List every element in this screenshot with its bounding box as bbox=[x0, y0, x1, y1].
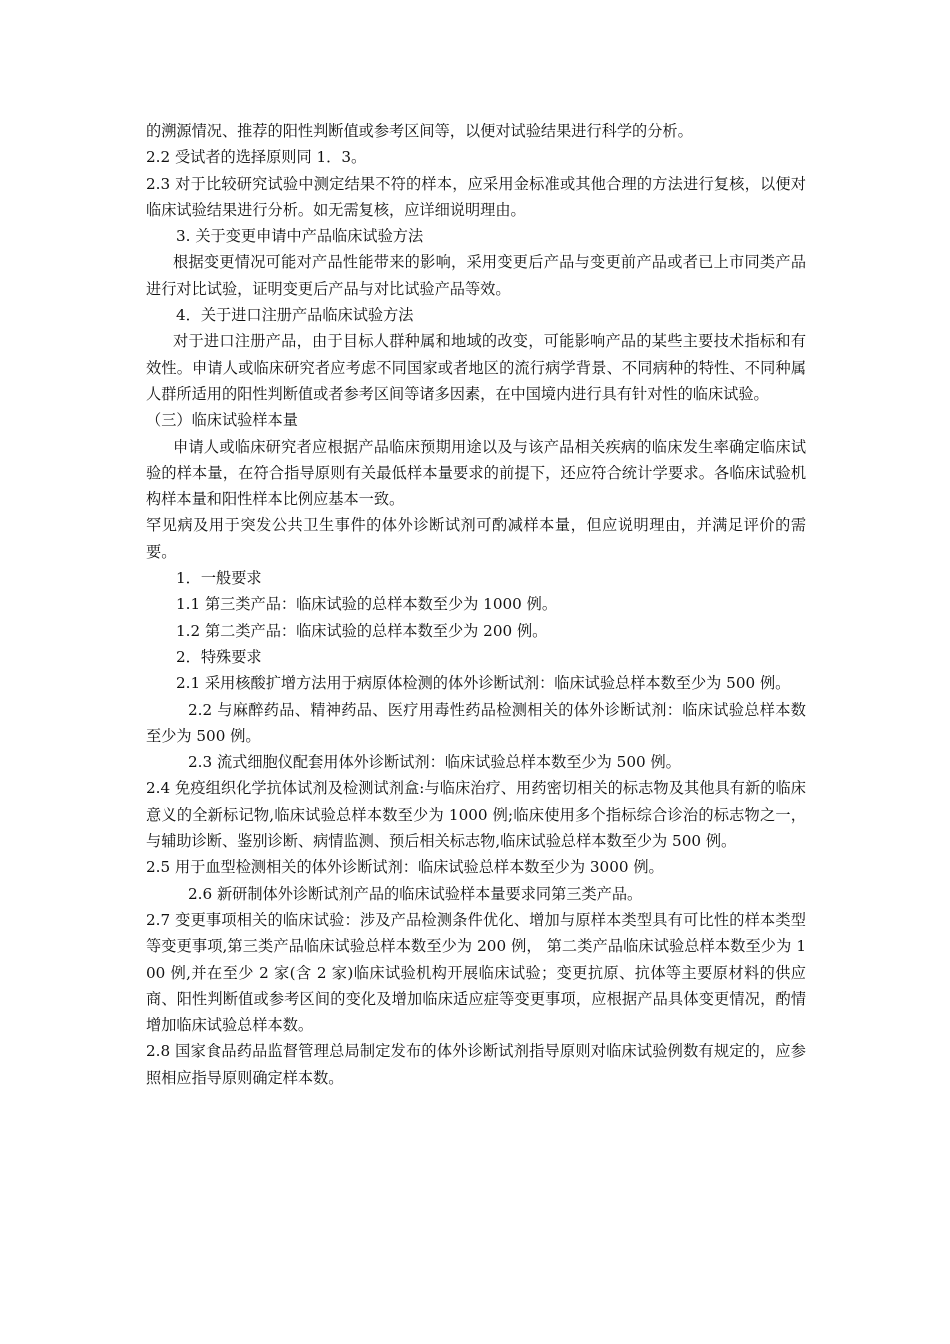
paragraph-2-6: 2.6 新研制体外诊断试剂产品的临床试验样本量要求同第三类产品。 bbox=[188, 884, 643, 903]
paragraph-rare-disease: 罕见病及用于突发公共卫生事件的体外诊断试剂可酌减样本量，但应说明理由，并满足评价的需要。 bbox=[146, 516, 806, 561]
paragraph-1-2: 1.2 第二类产品：临床试验的总样本数至少为 200 例。 bbox=[176, 621, 548, 640]
paragraph-2-3-special: 2.3 流式细胞仪配套用体外诊断试剂：临床试验总样本数至少为 500 例。 bbox=[188, 753, 681, 772]
paragraph-2-5: 2.5 用于血型检测相关的体外诊断试剂：临床试验总样本数至少为 3000 例。 bbox=[146, 858, 664, 877]
document-page bbox=[146, 118, 806, 1091]
paragraph-2-3: 2.3 对于比较研究试验中测定结果不符的样本，应采用金标准或其他合理的方法进行复核，以便对临床试验结果进行分析。如无需复核，应详细说明理由。 bbox=[146, 174, 806, 219]
paragraph-sample-size: 申请人或临床研究者应根据产品临床预期用途以及与该产品相关疾病的临床发生率确定临床试验的样本量，在符合指导原则有关最低样本量要求的前提下，还应符合统计学要求。各临床试验机构样本量和阳性样本比例应基本一致。 bbox=[146, 437, 806, 509]
heading-change-application: 3. 关于变更申请中产品临床试验方法 bbox=[176, 227, 424, 246]
heading-import-registration: 4．关于进口注册产品临床试验方法 bbox=[176, 306, 414, 325]
heading-special-requirements: 2．特殊要求 bbox=[176, 647, 262, 666]
paragraph-traceability: 的溯源情况、推荐的阳性判断值或参考区间等，以便对试验结果进行科学的分析。 bbox=[146, 122, 693, 140]
paragraph-1-1: 1.1 第三类产品：临床试验的总样本数至少为 1000 例。 bbox=[176, 595, 558, 614]
paragraph-2-2-special: 2.2 与麻醉药品、精神药品、医疗用毒性药品检测相关的体外诊断试剂：临床试验总样本数至少为 500 例。 bbox=[146, 700, 806, 745]
heading-general-requirements: 1．一般要求 bbox=[176, 569, 262, 588]
paragraph-2-4: 2.4 免疫组织化学抗体试剂及检测试剂盒:与临床治疗、用药密切相关的标志物及其他具有新的临床意义的全新标记物,临床试验总样本数至少为 1000 例;临床使用多个指标综合诊治的标志物之一，与辅助诊断、鉴别诊断、病情监测、预后相关标志物,临床试验总样本数至少为 500 例。 bbox=[146, 779, 806, 851]
paragraph-import-registration: 对于进口注册产品，由于目标人群种属和地域的改变，可能影响产品的某些主要技术指标和有效性。申请人或临床研究者应考虑不同国家或者地区的流行病学背景、不同病种的特性、不同种属人群所适用的阳性判断值或者参考区间等诸多因素，在中国境内进行具有针对性的临床试验。 bbox=[146, 332, 806, 403]
section-heading-sample-size: （三）临床试验样本量 bbox=[146, 411, 298, 430]
paragraph-2-1: 2.1 采用核酸扩增方法用于病原体检测的体外诊断试剂：临床试验总样本数至少为 500 例。 bbox=[176, 674, 791, 693]
paragraph-2-2: 2.2 受试者的选择原则同 1．3。 bbox=[146, 148, 367, 167]
paragraph-2-7: 2.7 变更事项相关的临床试验：涉及产品检测条件优化、增加与原样本类型具有可比性的样本类型等变更事项,第三类产品临床试验总样本数至少为 200 例， 第二类产品临床试验总样本数至少为 100 例,并在至少 2 家(含 2 家)临床试验机构开展临床试验；变更抗原、抗体等主要原材料的供应商、阳性判断值或参考区间的变化及增加临床适应症等变更事项，应根据产品具体变更情况，酌情增加临床试验总样本数。 bbox=[146, 910, 806, 1035]
paragraph-change-application: 根据变更情况可能对产品性能带来的影响，采用变更后产品与变更前产品或者已上市同类产品进行对比试验，证明变更后产品与对比试验产品等效。 bbox=[146, 253, 806, 298]
paragraph-2-8: 2.8 国家食品药品监督管理总局制定发布的体外诊断试剂指导原则对临床试验例数有规定的，应参照相应指导原则确定样本数。 bbox=[146, 1042, 806, 1087]
